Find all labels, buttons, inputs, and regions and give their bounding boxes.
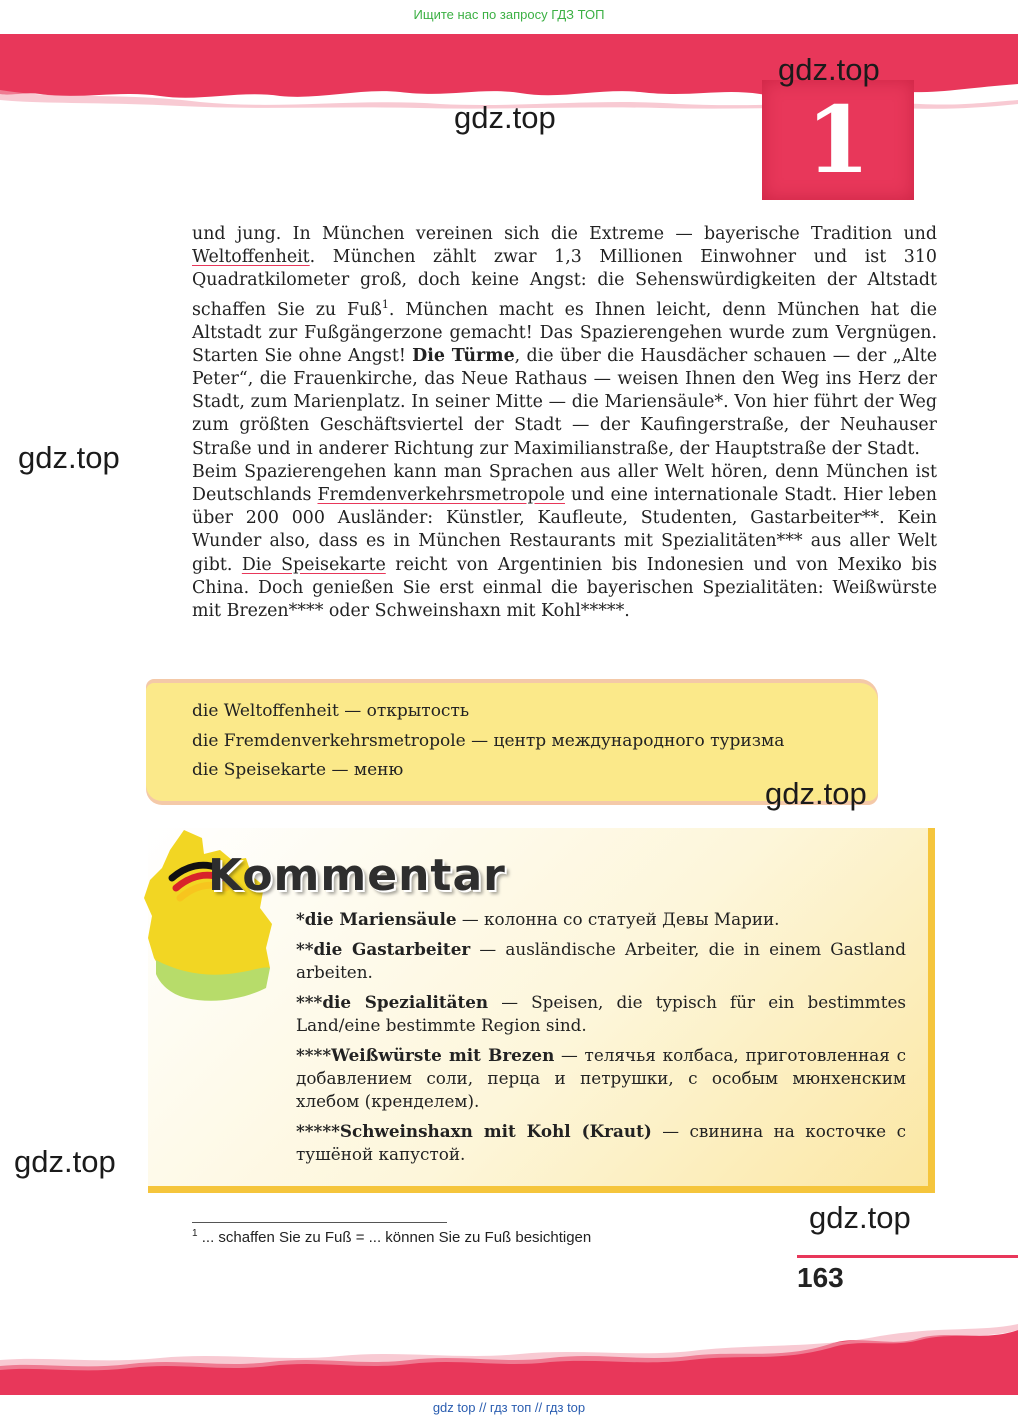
- watermark: gdz.top: [778, 52, 880, 87]
- bold-phrase: Die Türme: [412, 345, 515, 366]
- vocabulary-term: Die Speisekarte: [241, 554, 386, 575]
- search-hint: Ищите нас по запросу ГДЗ ТОП: [413, 7, 605, 22]
- comment-term: *****Schweinshaxn mit Kohl (Kraut): [296, 1121, 652, 1141]
- paragraph: [192, 461, 937, 623]
- page-number-rule: [797, 1255, 1018, 1258]
- text-run: und eine internationale Stadt. Hier leben über 200 000 Ausländer: Künstler, Kaufleute, Studenten, Gastarbeiter**. Kein Wunder also, dass es in München Restaurants mit Spezialitäten*** aus aller Welt gibt.: [192, 485, 937, 575]
- main-text: [192, 223, 937, 623]
- comment-term: ***die Spezialitäten: [296, 992, 489, 1012]
- vocabulary-list: [192, 697, 784, 786]
- comment-term: **die Gastarbeiter: [296, 939, 471, 959]
- watermark: gdz.top: [809, 1200, 911, 1235]
- comment-section: [142, 828, 935, 1194]
- comment-heading: Kommentar: [208, 850, 506, 901]
- vocabulary-term: Fremdenverkehrsmetropole: [317, 485, 565, 506]
- footnote-divider: [192, 1222, 447, 1223]
- footer-links: gdz top // гдз топ // гдз top: [432, 1400, 586, 1415]
- comment-definition: — телячья колбаса, приготовленная с добавлением соли, перца и петрушки, с особым мюнхенским хлебом (кренделем).: [296, 1045, 906, 1111]
- page-number: 163: [797, 1262, 844, 1293]
- comment-item: [296, 908, 906, 931]
- text-run: Beim Spazierengehen kann man Sprachen aus aller Welt hören, denn München ist Deutschlands: [192, 461, 937, 506]
- paragraph: [192, 223, 937, 461]
- comment-definition: — свинина на косточке с тушёной капустой.: [296, 1121, 906, 1164]
- vocabulary-item: die Fremdenverkehrsmetropole — центр международного туризма: [192, 730, 785, 751]
- comment-item: [296, 938, 906, 984]
- text-run: . München macht es Ihnen leicht, denn München hat die Altstadt zur Fußgängerzone gemacht! Das Spazierengehen wurde zum Vergnügen. Starten Sie ohne Angst!: [192, 299, 937, 366]
- comment-item: [296, 1120, 906, 1166]
- watermark: gdz.top: [14, 1144, 116, 1179]
- footnote: [192, 1228, 591, 1246]
- watermark: gdz.top: [454, 100, 556, 135]
- vocabulary-term: Weltoffenheit: [192, 247, 310, 268]
- comment-definition: — Speisen, die typisch für ein bestimmtes Land/eine bestimmte Region sind.: [296, 992, 906, 1035]
- text-run: . München zählt zwar 1,3 Millionen Einwohner und ist 310 Quadratkilometer groß, doch keine Angst: die Sehenswürdigkeiten der Altstadt schaffen Sie zu Fuß: [192, 247, 937, 320]
- text-run: und jung. In München vereinen sich die Extreme — bayerische Tradition und: [192, 224, 937, 244]
- watermark: gdz.top: [765, 776, 867, 811]
- text-run: reicht von Argentinien bis Indonesien und von Mexiko bis China. Doch genießen Sie erst einmal die bayerischen Spezialitäten: Weißwürste mit Brezen**** oder Schweinshaxn mit Kohl*****.: [192, 554, 938, 622]
- footnote-text: ... schaffen Sie zu Fuß = ... können Sie zu Fuß besichtigen: [197, 1229, 592, 1246]
- footnote-ref: 1: [381, 297, 389, 311]
- comment-term: *die Mariensäule: [296, 909, 457, 929]
- text-run: , die über die Hausdächer schauen — der „Alte Peter“, die Frauenkirche, das Neue Rathaus — weisen Ihnen den Weg ins Herz der Stadt, zum Marienplatz. In seiner Mitte — die Mariensäule*. Von hier führt der Weg zum größten Geschäftsviertel der Stadt — der Kaufingerstraße, der Neuhauser Straße und in anderer Richtung zur Maximilianstraße, der Hauptstraße der Stadt.: [192, 345, 937, 459]
- comment-item: [296, 1044, 906, 1113]
- footnote-mark: 1: [192, 1228, 198, 1239]
- comment-item: [296, 991, 906, 1037]
- comment-list: [296, 908, 906, 1173]
- bottom-banner: [0, 1300, 1018, 1395]
- watermark: gdz.top: [18, 440, 120, 475]
- vocabulary-item: die Speisekarte — меню: [192, 760, 404, 780]
- comment-term: ****Weißwürste mit Brezen: [296, 1045, 555, 1065]
- vocabulary-item: die Weltoffenheit — открытость: [192, 701, 470, 721]
- lesson-number: 1: [762, 80, 914, 200]
- comment-definition: — колонна со статуей Девы Марии.: [456, 909, 780, 929]
- comment-definition: — ausländische Arbeiter, die in einem Gastland arbeiten.: [296, 939, 906, 982]
